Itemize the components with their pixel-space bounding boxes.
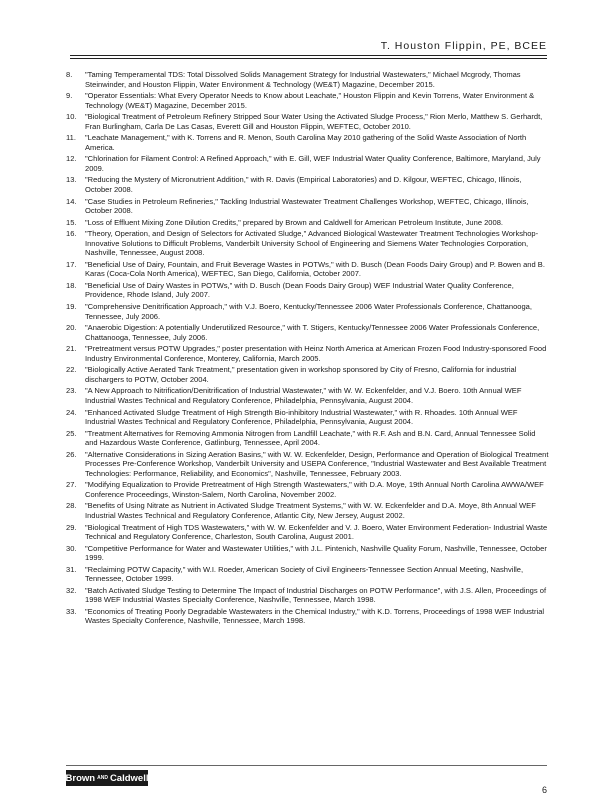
reference-item xyxy=(66,218,549,228)
reference-item xyxy=(66,386,549,405)
reference-number: 24. xyxy=(66,407,77,417)
brown-and-caldwell-logo xyxy=(66,770,148,786)
logo-word-brown: Brown xyxy=(65,772,96,784)
reference-number: 14. xyxy=(66,196,77,206)
reference-text: "Anaerobic Digestion: A potentially Underutilized Resource," with T. Stigers, Kentucky/Tennessee 2006 Water Professionals Conference, Chattanooga, Tennessee, July 2006. xyxy=(85,323,540,342)
reference-number: 11. xyxy=(66,133,76,143)
reference-text: "Batch Activated Sludge Testing to Determine The Impact of Industrial Discharges on POTW Performance", with J.S. Allen, Proceedings of 1998 WEF Industrial Wastes Specialty Conference, Nashville, Tennessee, March 1998. xyxy=(85,585,547,605)
reference-text: "Modifying Equalization to Provide Pretreatment of High Strength Wastewaters," with D.A. Moye, 19th Annual North Carolina AWWA/WEF Conference Proceedings, Winston-Salem, North Carolina, November 2002. xyxy=(85,480,544,499)
reference-number: 22. xyxy=(66,365,77,375)
reference-number: 31. xyxy=(66,564,77,574)
reference-item xyxy=(66,365,549,384)
reference-text: "Taming Temperamental TDS: Total Dissolved Solids Management Strategy for Industrial Wastewaters," Michael Mcgrody, Thomas Steinwinder, and Houston Flippin, Water Environment & Technology (WE&T) Magazine, December 2015. xyxy=(85,70,521,89)
reference-item xyxy=(66,154,549,173)
reference-item xyxy=(66,91,549,110)
reference-text: "Treatment Alternatives for Removing Ammonia Nitrogen from Landfill Leachate," with R.F. Ash and B.N. Card, Annual Tennessee Solid and Hazardous Waste Conference, Gatlinburg, Tennessee, April 2004. xyxy=(85,428,536,448)
reference-text: "A New Approach to Nitrification/Denitrification of Industrial Wastewater," with W. W. Eckenfelder, and V.J. Boero. 10th Annual WEF Industrial Wastes Technical and Regulatory Conference, Philadelphia, Pennsylvania, August 2004. xyxy=(85,386,522,405)
reference-item xyxy=(66,70,549,89)
reference-item xyxy=(66,429,549,448)
reference-item xyxy=(66,229,549,258)
reference-text: "Biologically Active Aerated Tank Treatment," presentation given in workshop sponsored by City of Fresno, California for industrial dischargers to POTW, October 2004. xyxy=(85,365,517,384)
reference-number: 26. xyxy=(66,449,77,459)
reference-text: "Benefits of Using Nitrate as Nutrient in Activated Sludge Treatment Systems," with W. W. Eckenfelder and D.A. Moye, 8th Annual WEF Industrial Wastes Technical and Regulatory Conference, Atlantic City, New Jersey, August 2002. xyxy=(85,501,536,520)
reference-item xyxy=(66,565,549,584)
reference-text: "Reclaiming POTW Capacity," with W.I. Roeder, American Society of Civil Engineers-Tennessee Section Annual Meeting, Nashville, Tennessee, October 1999. xyxy=(85,564,524,584)
reference-item xyxy=(66,323,549,342)
reference-text: "Biological Treatment of Petroleum Refinery Stripped Sour Water Using the Activated Sludge Process," Rion Merlo, Matthew S. Gerhardt, Fran Burlingham, Carla De Las Casas, Everett Gill and Houston Flippin, WEFTEC, October 2010. xyxy=(85,112,543,131)
page-number: 6 xyxy=(541,785,547,795)
page-header xyxy=(70,40,547,56)
reference-item xyxy=(66,607,549,626)
reference-number: 13. xyxy=(66,175,77,185)
reference-item xyxy=(66,586,549,605)
header-title: T. Houston Flippin, PE, BCEE xyxy=(380,40,547,52)
reference-item xyxy=(66,450,549,479)
reference-text: "Alternative Considerations in Sizing Aeration Basins," with W. W. Eckenfelder, Design, Performance and Operation of Biological Treatment Processes Pre-Conference Workshop, Vanderbilt University and USEPA Conference, "Industrial Wastewater and Best Available Treatment Technologies: Performance, Reliability, and Economics", Nashville, Tennessee, February 2003. xyxy=(85,449,549,478)
reference-number: 12. xyxy=(66,154,77,164)
reference-text: "Enhanced Activated Sludge Treatment of High Strength Bio-inhibitory Industrial Wastewater," with R. Rhoades. 10th Annual WEF Industrial Wastes Technical and Regulatory Conference, Philadelphia, Pennsylvania, August 2004. xyxy=(85,407,518,427)
reference-number: 10. xyxy=(66,112,77,122)
reference-item xyxy=(66,302,549,321)
reference-item xyxy=(66,133,549,152)
reference-number: 8. xyxy=(66,70,73,79)
reference-list xyxy=(66,70,549,628)
reference-number: 19. xyxy=(66,302,77,312)
reference-number: 15. xyxy=(66,217,77,227)
reference-text: "Beneficial Use of Dairy, Fountain, and Fruit Beverage Wastes in POTWs," with D. Busch (Dean Foods Dairy Group) and P. Bowen and B. Karas (Coca-Cola North America), WEFTEC, San Diego, California, October 2007. xyxy=(85,259,545,279)
reference-number: 30. xyxy=(66,543,77,553)
reference-item xyxy=(66,523,549,542)
reference-text: "Comprehensive Denitrification Approach," with V.J. Boero, Kentucky/Tennessee 2006 Water Professionals Conference, Chattanooga, Tennessee, July 2006. xyxy=(85,302,532,321)
reference-number: 17. xyxy=(66,259,77,269)
reference-number: 20. xyxy=(66,323,77,333)
reference-item xyxy=(66,544,549,563)
reference-item xyxy=(66,260,549,279)
reference-item xyxy=(66,281,549,300)
reference-number: 9. xyxy=(66,91,73,101)
reference-number: 23. xyxy=(66,386,77,396)
reference-text: "Loss of Effluent Mixing Zone Dilution Credits," prepared by Brown and Caldwell for American Petroleum Institute, June 2008. xyxy=(85,217,503,227)
reference-item xyxy=(66,480,549,499)
header-divider xyxy=(70,58,547,59)
reference-number: 32. xyxy=(66,585,77,595)
reference-item xyxy=(66,501,549,520)
reference-text: "Pretreatment versus POTW Upgrades," poster presentation with Heinz North America at American Frozen Food Industry-sponsored Food Industry Environmental Conference, Monterey, California, March 2005. xyxy=(85,344,547,363)
reference-text: "Operator Essentials: What Every Operator Needs to Know about Leachate," Houston Flippin and Kevin Torrens, Water Environment & Technology (WE&T) Magazine, December 2015. xyxy=(85,91,535,110)
reference-number: 21. xyxy=(66,344,77,354)
reference-text: "Reducing the Mystery of Micronutrient Addition," with R. Davis (Empirical Laboratories) and D. Kilgour, WEFTEC, Chicago, Illinois, October 2008. xyxy=(85,175,522,195)
reference-text: "Leachate Management," with K. Torrens and R. Menon, South Carolina May 2010 gathering of the Solid Waste Association of North America. xyxy=(85,133,527,152)
reference-text: "Theory, Operation, and Design of Selectors for Activated Sludge," Advanced Biological Wastewater Treatment Technologies Workshop-Innovative Solutions to Difficult Problems, Vanderbilt University School of Engineering and Siemens Water Technologies Corporation, Nashville, Tennessee, August 2008. xyxy=(85,229,539,258)
logo-word-caldwell: Caldwell xyxy=(109,772,149,784)
reference-item xyxy=(66,197,549,216)
reference-text: "Economics of Treating Poorly Degradable Wastewaters in the Chemical Industry," with K.D. Torrens, Proceedings of 1998 WEF Industrial Wastes Specialty Conference, Nashville, Tennessee, March 1998. xyxy=(85,606,545,626)
footer-divider xyxy=(66,765,547,766)
reference-text: "Biological Treatment of High TDS Wastewaters," with W. W. Eckenfelder and V. J. Boero, Water Environment Federation- Industrial Waste Technical and Regulatory Conference, Charleston, South Carolina, August 2001. xyxy=(85,522,548,542)
reference-number: 18. xyxy=(66,280,77,290)
reference-item xyxy=(66,344,549,363)
reference-item xyxy=(66,112,549,131)
reference-number: 25. xyxy=(66,428,77,438)
reference-text: "Beneficial Use of Dairy Wastes in POTWs," with D. Busch (Dean Foods Dairy Group) WEF Industrial Water Quality Conference, Providence, Rhode Island, July 2007. xyxy=(85,280,514,300)
reference-item xyxy=(66,175,549,194)
reference-text: "Case Studies in Petroleum Refineries," Tackling Industrial Wastewater Treatment Challenges Workshop, WEFTEC, Chicago, Illinois, October 2008. xyxy=(85,196,529,216)
reference-text: "Competitive Performance for Water and Wastewater Utilities," with J.L. Pintenich, Nashville Quality Forum, Nashville, Tennessee, October 1999. xyxy=(85,543,547,563)
reference-number: 27. xyxy=(66,480,77,490)
reference-text: "Chlorination for Filament Control: A Refined Approach," with E. Gill, WEF Industrial Water Quality Conference, Baltimore, Maryland, July 2009. xyxy=(85,154,541,173)
reference-number: 28. xyxy=(66,501,77,511)
logo-word-and: AND xyxy=(97,775,108,781)
reference-item xyxy=(66,408,549,427)
reference-number: 33. xyxy=(66,606,77,616)
reference-number: 16. xyxy=(66,229,77,239)
reference-number: 29. xyxy=(66,522,77,532)
